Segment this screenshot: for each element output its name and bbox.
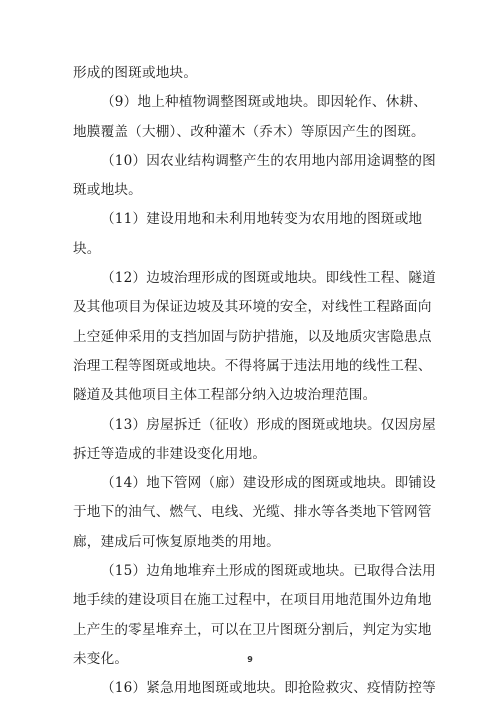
- text-line: 块。: [73, 240, 101, 257]
- text-line: 拆迁等造成的非建设变化用地。: [73, 445, 267, 462]
- text-line: 未变化。: [73, 650, 129, 667]
- text-line: （9）地上种植物调整图斑或地块。即因轮作、休耕、: [101, 94, 428, 111]
- text-line: （14）地下管网（廊）建设形成的图斑或地块。即铺设: [101, 475, 436, 492]
- text-line: 斑或地块。: [73, 182, 142, 199]
- text-line: 廊，建成后可恢复原地类的用地。: [73, 533, 280, 550]
- text-line: （10）因农业结构调整产生的农用地内部用途调整的图: [101, 152, 436, 169]
- text-line: 上空延伸采用的支挡加固与防护措施，以及地质灾害隐患点: [73, 328, 432, 345]
- text-line: 于地下的油气、燃气、电线、光缆、排水等各类地下管网管: [73, 504, 432, 521]
- text-line: 治理工程等图斑或地块。不得将属于违法用地的线性工程、: [73, 357, 432, 374]
- text-line: 上产生的零星堆弃土，可以在卫片图斑分割后，判定为实地: [73, 621, 432, 638]
- text-line: 隧道及其他项目主体工程部分纳入边坡治理范围。: [73, 387, 377, 404]
- text-line: （16）紧急用地图斑或地块。即抢险救灾、疫情防控等: [101, 680, 436, 697]
- text-line: （11）建设用地和未利用地转变为农用地的图斑或地: [101, 211, 423, 228]
- text-line: 地膜覆盖（大棚）、改种灌木（乔木）等原因产生的图斑。: [73, 123, 425, 140]
- text-line: （15）边角地堆弃土形成的图斑或地块。已取得合法用: [101, 563, 436, 580]
- text-line: （13）房屋拆迁（征收）形成的图斑或地块。仅因房屋: [101, 416, 436, 433]
- text-line: 形成的图斑或地块。: [73, 65, 198, 81]
- body-text: [73, 59, 436, 704]
- text-line: （12）边坡治理形成的图斑或地块。即线性工程、隧道: [101, 270, 436, 287]
- text-line: 及其他项目为保证边坡及其环境的安全，对线性工程路面向: [73, 299, 432, 316]
- page-number: 9: [247, 655, 253, 664]
- text-line: 地手续的建设项目在施工过程中，在项目用地范围外边角地: [73, 592, 432, 609]
